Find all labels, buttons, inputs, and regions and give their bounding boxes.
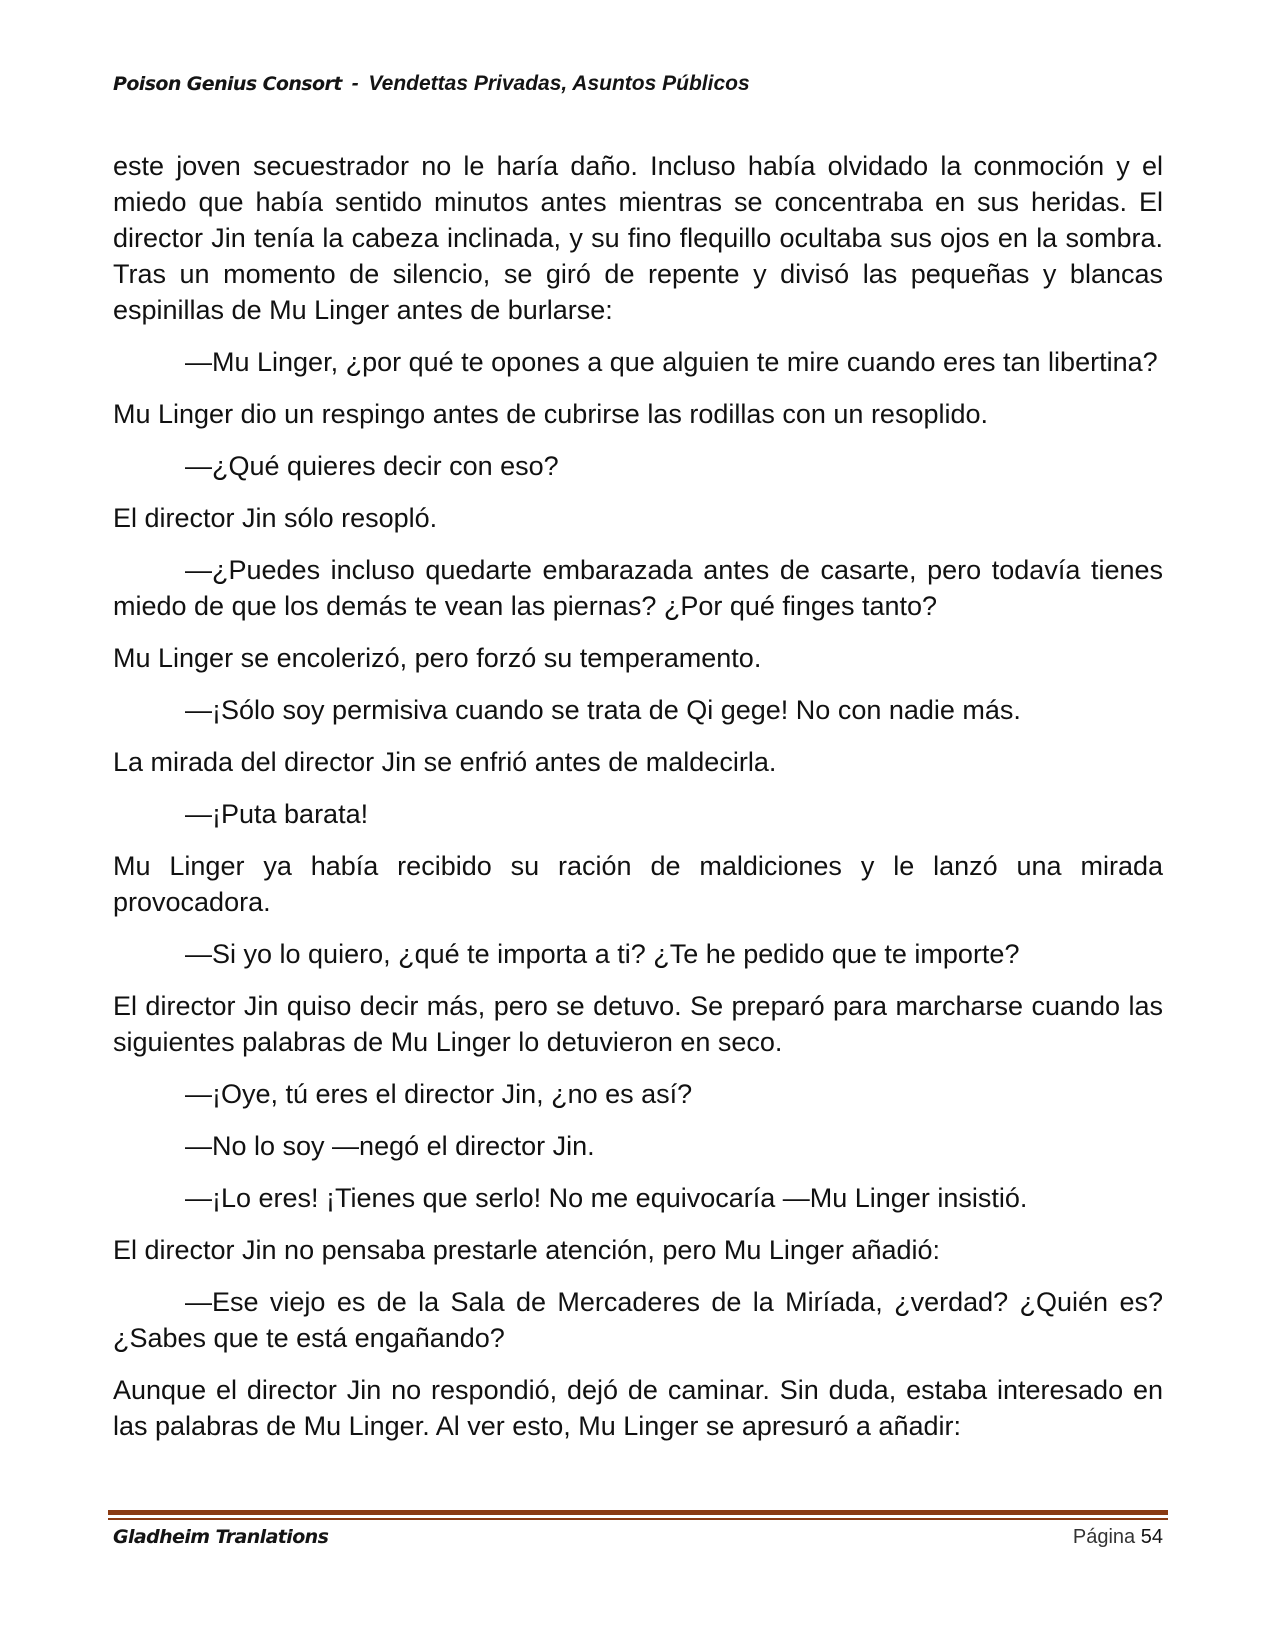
dialogue-paragraph: —¡Puta barata!: [185, 799, 369, 829]
page-label: Página: [1072, 1526, 1136, 1548]
header-book-title: Poison Genius Consort: [113, 73, 342, 95]
dialogue-paragraph: —¡Oye, tú eres el director Jin, ¿no es así?: [185, 1079, 693, 1109]
page-number: 54: [1140, 1526, 1163, 1548]
body-text: [113, 148, 1163, 1460]
dialogue-paragraph: —Si yo lo quiero, ¿qué te importa a ti? ¿Te he pedido que te importe?: [185, 939, 1020, 969]
dialogue-paragraph: —¿Qué quieres decir con eso?: [185, 451, 559, 481]
page-number-block: [1073, 1526, 1163, 1549]
dialogue-paragraph: —Ese viejo es de la Sala de Mercaderes de la Miríada, ¿verdad? ¿Quién es? ¿Sabes que te está engañando?: [113, 1287, 1163, 1353]
paragraph: Mu Linger dio un respingo antes de cubrirse las rodillas con un resoplido.: [113, 399, 989, 429]
dialogue-paragraph: —¿Puedes incluso quedarte embarazada antes de casarte, pero todavía tienes miedo de que los demás te vean las piernas? ¿Por qué finges tanto?: [113, 555, 1163, 621]
paragraph: Aunque el director Jin no respondió, dejó de caminar. Sin duda, estaba interesado en las palabras de Mu Linger. Al ver esto, Mu Linger se apresuró a añadir:: [113, 1375, 1163, 1441]
footer-divider-thin: [108, 1518, 1168, 1520]
running-header: [113, 72, 750, 96]
dialogue-paragraph: —¡Sólo soy permisiva cuando se trata de Qi gege! No con nadie más.: [185, 695, 1021, 725]
paragraph: este joven secuestrador no le haría daño. Incluso había olvidado la conmoción y el miedo que había sentido minutos antes mientras se concentraba en sus heridas. El director Jin tenía la cabeza inclinada, y su fino flequillo ocultaba sus ojos en la sombra. Tras un momento de silencio, se giró de repente y divisó las pequeñas y blancas espinillas de Mu Linger antes de burlarse:: [113, 151, 1163, 325]
paragraph: Mu Linger se encolerizó, pero forzó su temperamento.: [113, 643, 762, 673]
paragraph: El director Jin quiso decir más, pero se detuvo. Se preparó para marcharse cuando las siguientes palabras de Mu Linger lo detuvieron en seco.: [113, 991, 1163, 1057]
dialogue-paragraph: —No lo soy —negó el director Jin.: [185, 1131, 595, 1161]
paragraph: El director Jin no pensaba prestarle atención, pero Mu Linger añadió:: [113, 1235, 941, 1265]
dialogue-paragraph: —Mu Linger, ¿por qué te opones a que alguien te mire cuando eres tan libertina?: [185, 347, 1158, 377]
paragraph: Mu Linger ya había recibido su ración de maldiciones y le lanzó una mirada provocadora.: [113, 851, 1163, 917]
paragraph: El director Jin sólo resopló.: [113, 503, 438, 533]
footer-publisher: Gladheim Tranlations: [113, 1526, 329, 1548]
footer-divider-thick: [108, 1510, 1168, 1515]
paragraph: La mirada del director Jin se enfrió antes de maldecirla.: [113, 747, 777, 777]
dialogue-paragraph: —¡Lo eres! ¡Tienes que serlo! No me equivocaría —Mu Linger insistió.: [185, 1183, 1028, 1213]
header-chapter-title: Vendettas Privadas, Asuntos Públicos: [368, 72, 750, 95]
header-separator: -: [351, 72, 359, 95]
